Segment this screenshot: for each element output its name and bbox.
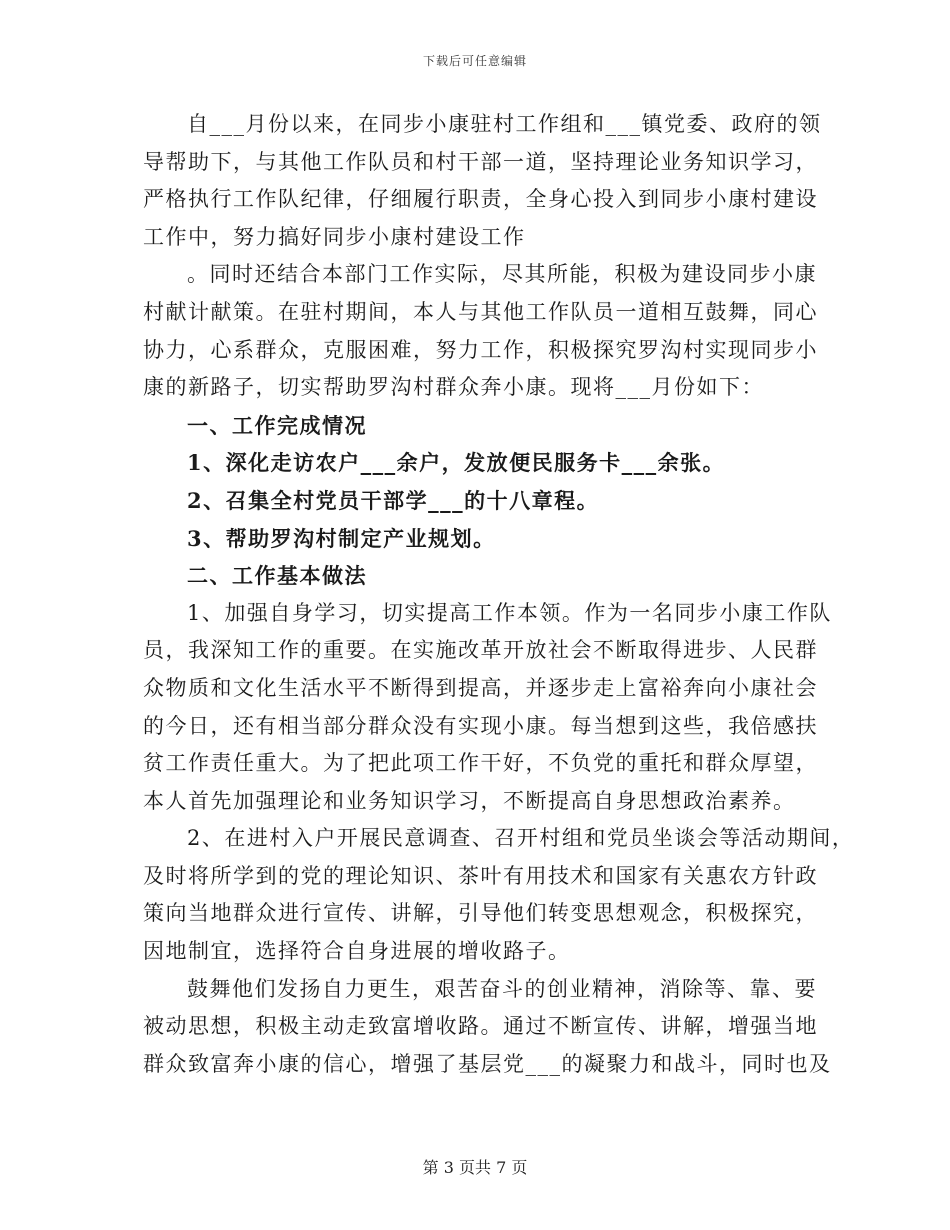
paragraph-line: 贫工作责任重大。为了把此项工作干好，不负党的重托和群众厚望， xyxy=(143,751,818,776)
paragraph-line: 康的新路子，切实帮助罗沟村群众奔小康。现将___月份如下： xyxy=(143,375,764,400)
section-heading-line: 一、工作完成情况 xyxy=(187,412,367,438)
paragraph-line: 。同时还结合本部门工作实际，尽其所能，积极为建设同步小康 xyxy=(187,262,817,287)
section-heading-line: 二、工作基本做法 xyxy=(187,563,367,589)
paragraph-line: 群众致富奔小康的信心，增强了基层党___的凝聚力和战斗，同时也及 xyxy=(143,1051,832,1076)
paragraph-line: 及时将所学到的党的理论知识、茶叶有用技术和国家有关惠农方针政 xyxy=(143,863,818,888)
paragraph-line: 本人首先加强理论和业务知识学习，不断提高自身思想政治素养。 xyxy=(143,788,796,813)
paragraph-line: 2、在进村入户开展民意调查、召开村组和党员坐谈会等活动期间， xyxy=(187,826,855,851)
paragraph-line: 协力，心系群众，克服困难，努力工作，积极探究罗沟村实现同步小 xyxy=(143,337,818,362)
paragraph-line: 众物质和文化生活水平不断得到提高，并逐步走上富裕奔向小康社会 xyxy=(143,675,818,700)
paragraph-line: 员，我深知工作的重要。在实施改革开放社会不断取得进步、人民群 xyxy=(143,638,818,663)
document-body xyxy=(143,106,855,1083)
paragraph-line: 鼓舞他们发扬自力更生，艰苦奋斗的创业精神，消除等、靠、要 xyxy=(187,976,817,1001)
paragraph-line: 被动思想，积极主动走致富增收路。通过不断宣传、讲解，增强当地 xyxy=(143,1014,818,1039)
paragraph-line: 村献计献策。在驻村期间，本人与其他工作队员一道相互鼓舞，同心 xyxy=(143,299,818,324)
section-heading-line: 1、深化走访农户___余户，发放便民服务卡___余张。 xyxy=(187,450,726,476)
paragraph-line: 严格执行工作队纪律，仔细履行职责，全身心投入到同步小康村建设 xyxy=(143,187,818,212)
paragraph-line: 策向当地群众进行宣传、讲解，引导他们转变思想观念，积极探究， xyxy=(143,901,818,926)
paragraph-line: 自___月份以来，在同步小康驻村工作组和___镇党委、政府的领 xyxy=(187,112,822,136)
paragraph-line: 的今日，还有相当部分群众没有实现小康。每当想到这些，我倍感扶 xyxy=(143,713,818,738)
paragraph-line: 因地制宜，选择符合自身进展的增收路子。 xyxy=(143,939,571,964)
paragraph-line: 1、加强自身学习，切实提高工作本领。作为一名同步小康工作队 xyxy=(187,600,832,625)
page-header: 下载后可任意编辑 xyxy=(422,54,527,68)
paragraph-line: 导帮助下，与其他工作队员和村干部一道，坚持理论业务知识学习， xyxy=(143,149,818,174)
paragraph-line: 工作中，努力搞好同步小康村建设工作 xyxy=(143,224,526,249)
section-heading-line: 3、帮助罗沟村制定产业规划。 xyxy=(187,525,496,551)
page-number: 第 3 页共 7 页 xyxy=(422,1158,528,1177)
section-heading-line: 2、召集全村党员干部学___的十八章程。 xyxy=(187,487,600,513)
